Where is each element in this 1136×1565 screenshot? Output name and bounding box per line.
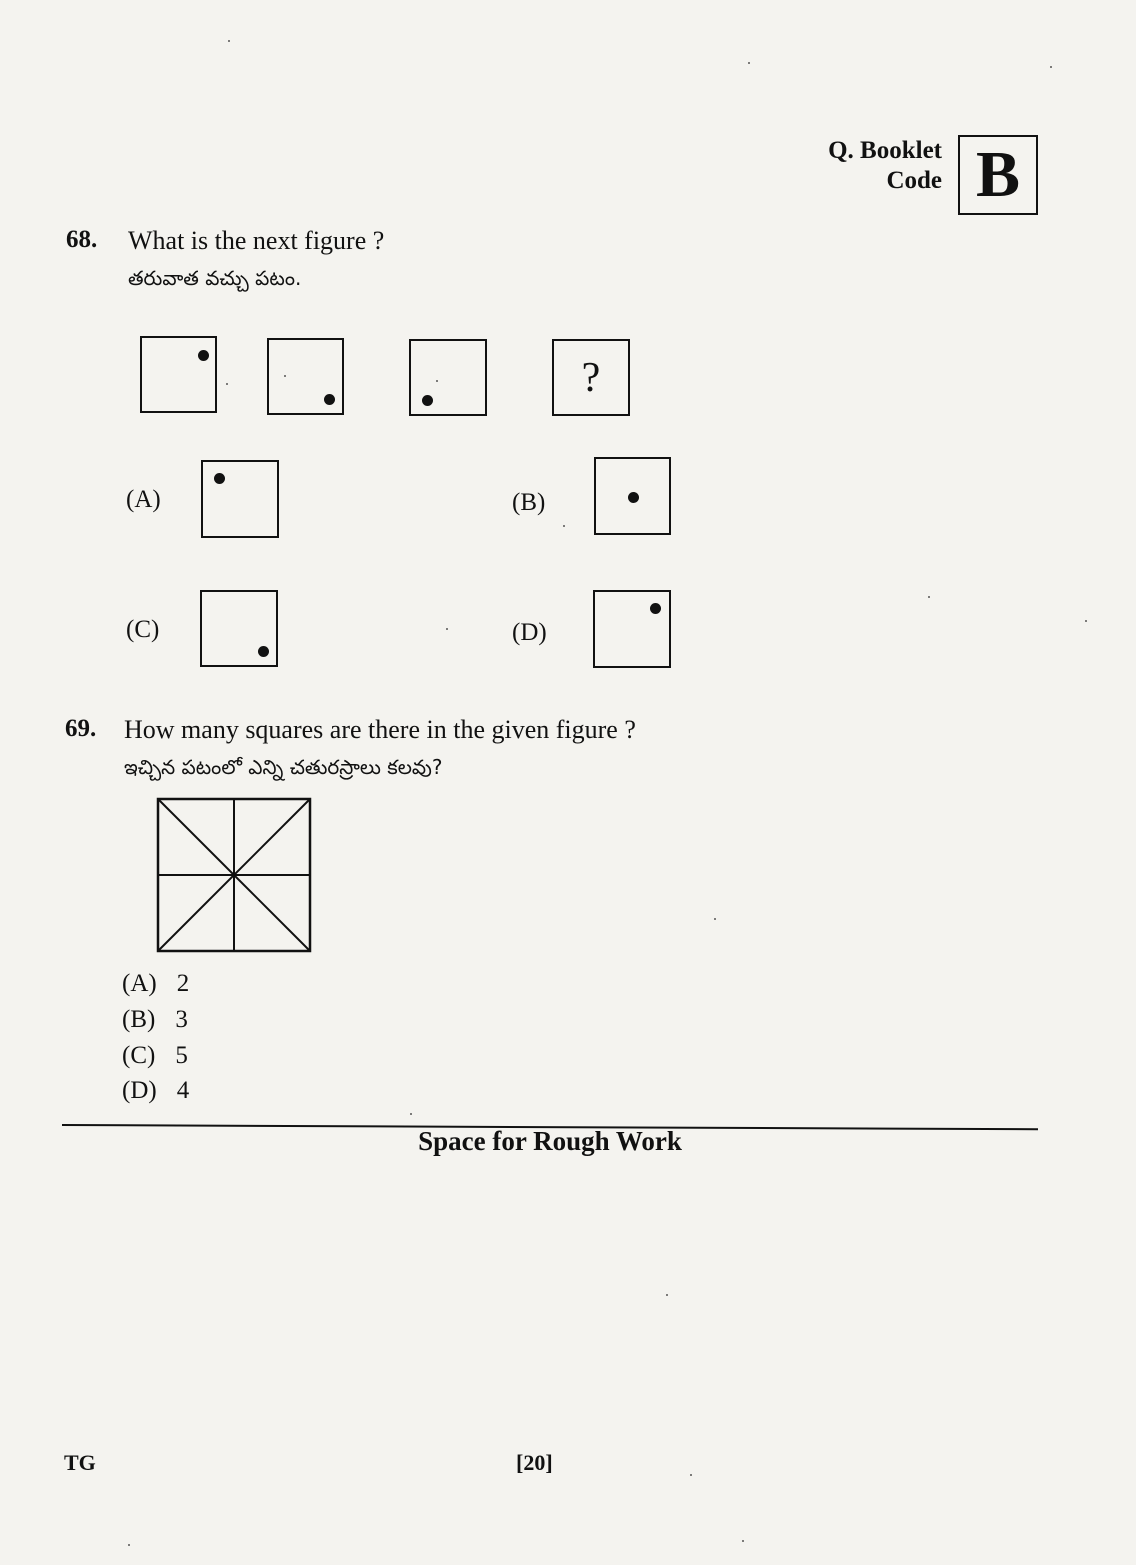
option-value: 4: [176, 1077, 190, 1104]
option-69-d[interactable]: [122, 1077, 189, 1105]
speck: [742, 1540, 744, 1542]
question-mark: ?: [581, 354, 601, 401]
option-68-b-label: (B): [512, 489, 546, 516]
rough-work-heading: Space for Rough Work: [418, 1126, 682, 1156]
speck: [228, 40, 230, 42]
figure-dot: [258, 646, 269, 657]
figure-dot: [422, 395, 433, 406]
speck: [928, 596, 930, 598]
figure-dot: [198, 350, 209, 361]
option-68-a-figure[interactable]: [201, 460, 279, 538]
question-68-number: 68.: [66, 226, 98, 253]
option-value: 3: [175, 1006, 188, 1033]
speck: [666, 1294, 668, 1296]
figure-dot: [324, 394, 335, 405]
speck: [690, 1474, 692, 1476]
option-68-c-label: (C): [126, 616, 160, 643]
speck: [284, 375, 286, 377]
option-68-d-figure[interactable]: [593, 590, 671, 668]
question-69-text-telugu: ఇచ్చిన పటంలో ఎన్ని చతురస్రాలు కలవు?: [124, 755, 443, 779]
speck: [1085, 620, 1087, 622]
speck: [436, 380, 438, 382]
option-69-b[interactable]: [122, 1006, 188, 1034]
option-label: (B): [122, 1006, 156, 1033]
booklet-label-line1: Q. Booklet: [828, 137, 942, 164]
option-69-c[interactable]: [122, 1042, 188, 1070]
question-69-number: 69.: [65, 715, 97, 742]
speck: [226, 383, 228, 385]
figure-dot: [628, 492, 639, 503]
figure-dot: [650, 603, 661, 614]
option-68-c-figure[interactable]: [200, 590, 278, 667]
booklet-code: B: [975, 138, 1021, 211]
squares-figure: [156, 797, 312, 953]
booklet-label-line2: Code: [886, 167, 942, 194]
option-label: (A): [122, 970, 157, 997]
booklet-code-box: [958, 135, 1038, 215]
option-label: (C): [122, 1042, 156, 1069]
speck: [1050, 66, 1052, 68]
option-68-d-label: (D): [512, 619, 547, 646]
speck: [128, 1544, 130, 1546]
figure-dot: [214, 473, 225, 484]
question-69-text: How many squares are there in the given figure ?: [124, 715, 636, 744]
sequence-figure-3: [409, 339, 487, 416]
option-68-b-figure[interactable]: [594, 457, 671, 535]
speck: [714, 918, 716, 920]
question-68-text: What is the next figure ?: [128, 226, 385, 255]
option-label: (D): [122, 1077, 157, 1104]
question-68-text-telugu: తరువాత వచ్చు పటం.: [128, 266, 302, 290]
option-69-a[interactable]: [122, 970, 189, 998]
sequence-figure-1: [140, 336, 217, 413]
speck: [563, 525, 565, 527]
booklet-code-label: [760, 136, 942, 196]
option-68-a-label: (A): [126, 486, 161, 513]
sequence-figure-2: [267, 338, 344, 415]
speck: [410, 1113, 412, 1115]
option-value: 5: [175, 1042, 188, 1069]
speck: [446, 628, 448, 630]
footer-code: TG: [64, 1450, 96, 1475]
page-number: [20]: [516, 1450, 553, 1475]
speck: [748, 62, 750, 64]
sequence-figure-unknown: [552, 339, 630, 416]
option-value: 2: [176, 970, 190, 997]
